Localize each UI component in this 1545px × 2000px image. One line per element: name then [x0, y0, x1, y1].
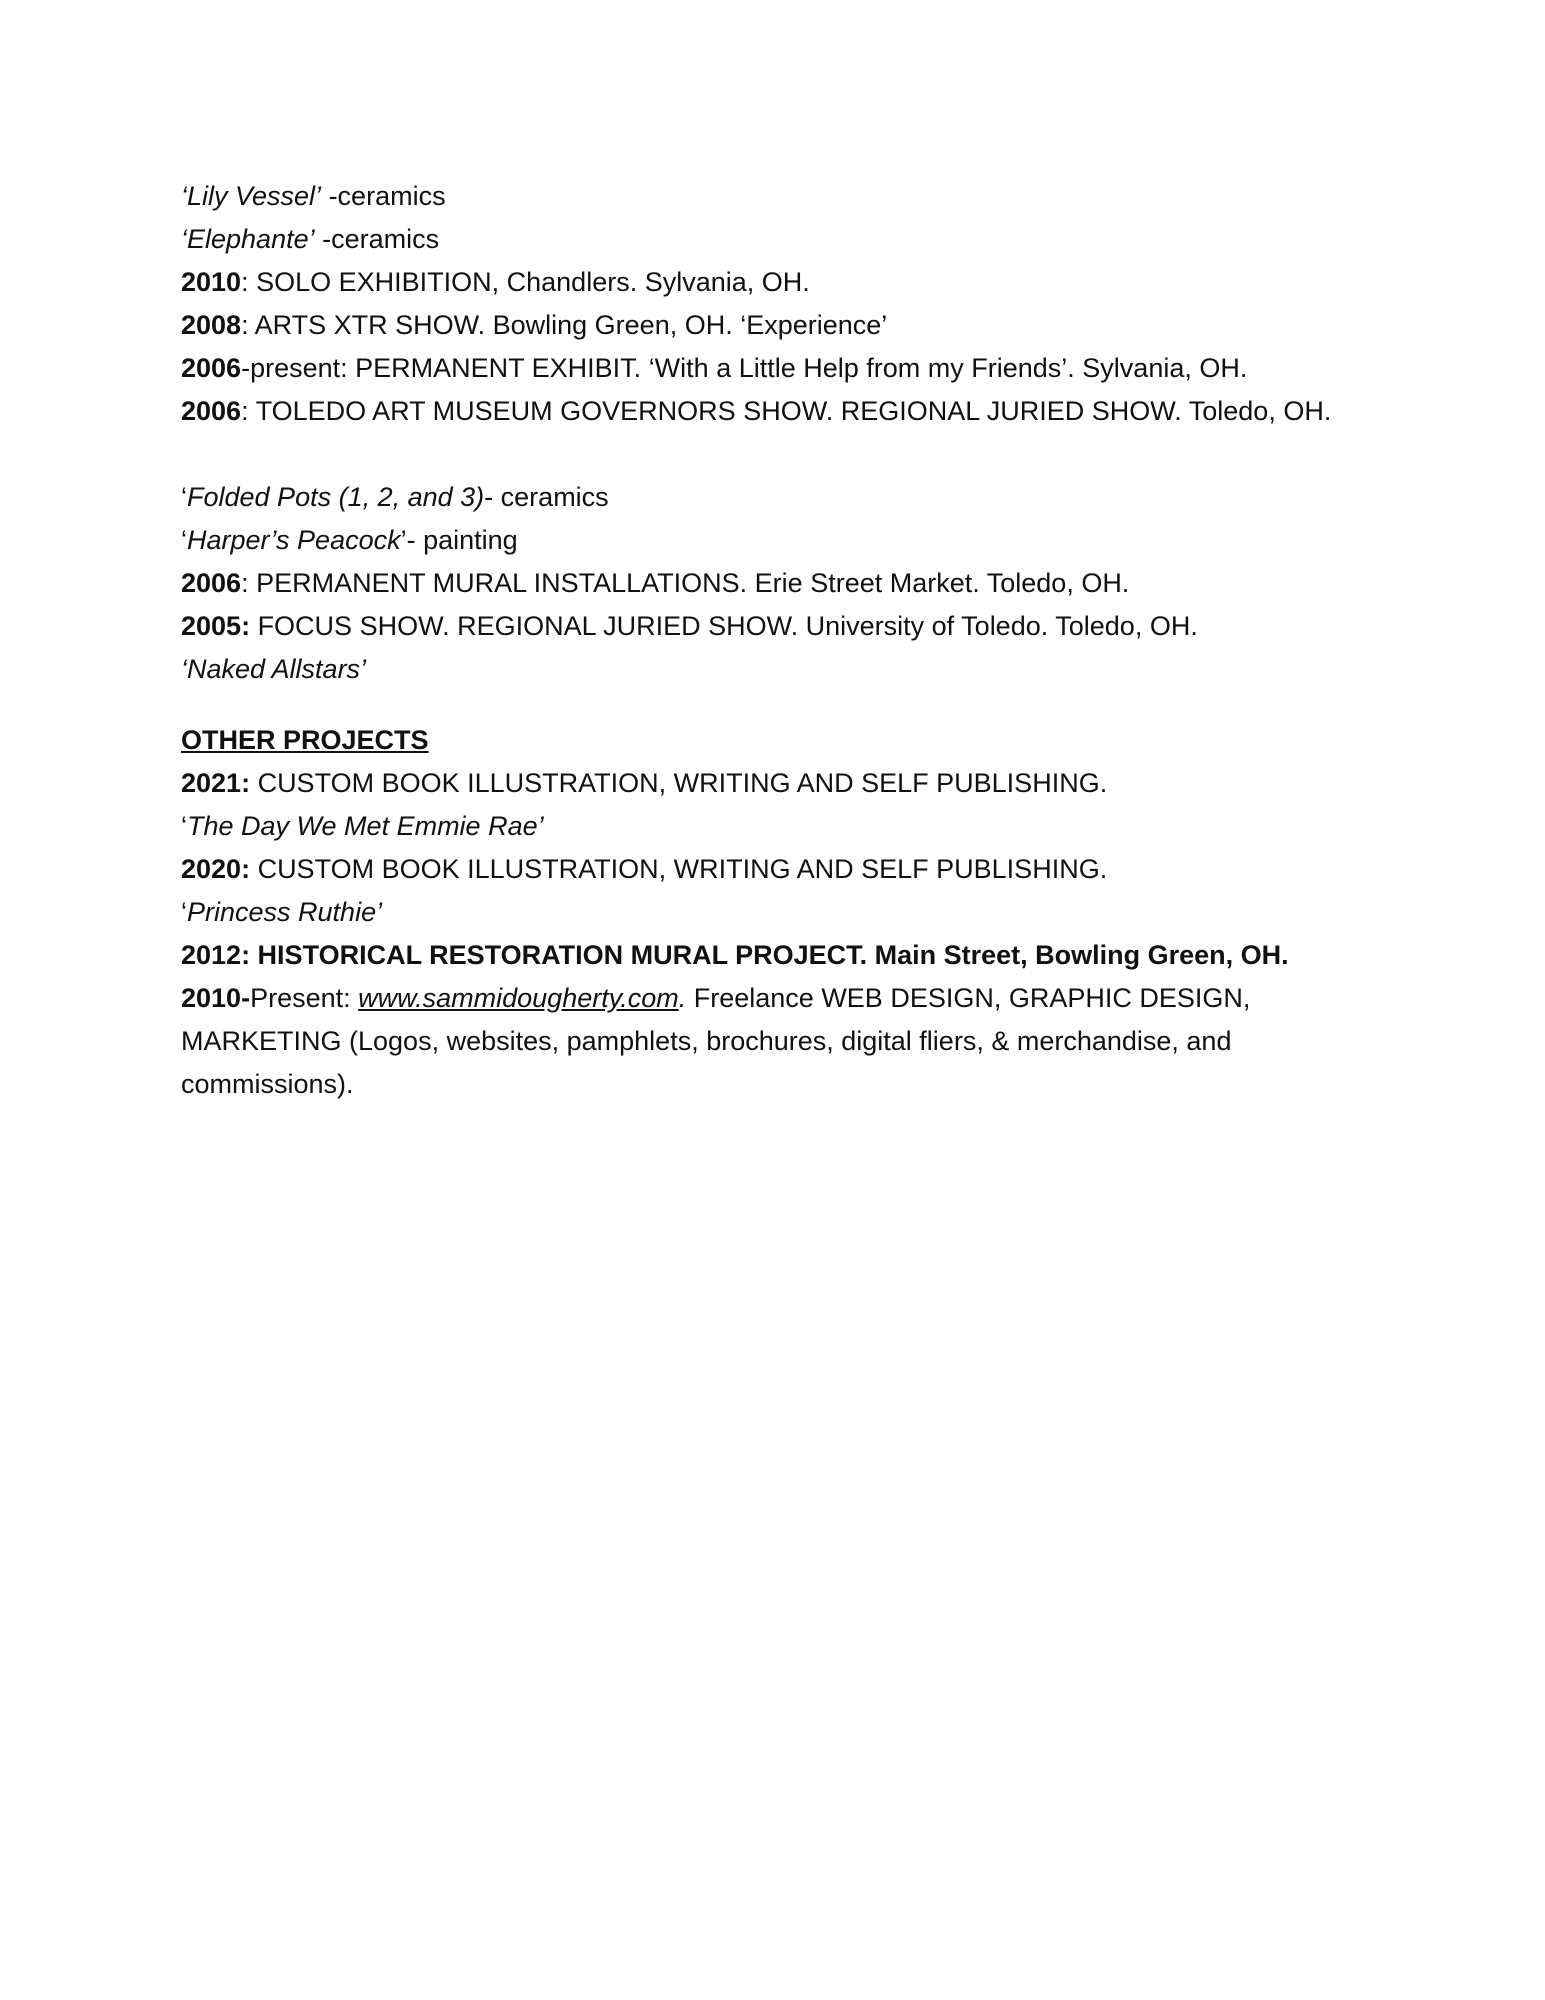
open-quote: ‘	[181, 811, 187, 841]
project-2020	[181, 848, 1107, 891]
exhibit-2006-governors	[181, 390, 1371, 433]
project-2021	[181, 762, 1107, 805]
exhibit-text: : PERMANENT MURAL INSTALLATIONS. Erie Street Market. Toledo, OH.	[241, 568, 1130, 598]
project-prefix: Present:	[250, 983, 359, 1013]
artwork-medium: ’- painting	[400, 525, 518, 555]
artwork-title: Harper’s Peacock	[187, 525, 401, 555]
exhibit-text: : SOLO EXHIBITION, Chandlers. Sylvania, OH.	[241, 267, 810, 297]
project-year: 2010-	[181, 983, 251, 1013]
open-quote: ‘	[181, 482, 187, 512]
exhibit-year: 2010	[181, 267, 242, 297]
artwork-medium: - ceramics	[484, 482, 609, 512]
artwork-medium: -ceramics	[314, 224, 440, 254]
exhibit-year: 2006	[181, 353, 242, 383]
exhibit-elephante	[181, 218, 439, 261]
project-2010	[181, 977, 1341, 1106]
exhibit-2006-permanent	[181, 347, 1247, 390]
exhibit-text: -present: PERMANENT EXHIBIT. ‘With a Little Help from my Friends’. Sylvania, OH.	[241, 353, 1248, 383]
link-suffix: .	[678, 983, 687, 1013]
artwork-title: ‘Naked Allstars’	[181, 654, 367, 684]
exhibit-text: : ARTS XTR SHOW. Bowling Green, OH. ‘Experience’	[241, 310, 888, 340]
project-text: Freelance WEB DESIGN, GRAPHIC DESIGN, MARKETING (Logos, websites, pamphlets, brochures, digital fliers, & merchandise, and commissions).	[181, 983, 1251, 1099]
exhibit-year: 2006	[181, 568, 242, 598]
section-heading-other-projects: OTHER PROJECTS	[181, 725, 429, 755]
open-quote: ‘	[181, 897, 187, 927]
project-2012: 2012: HISTORICAL RESTORATION MURAL PROJECT. Main Street, Bowling Green, OH.	[181, 940, 1289, 970]
exhibit-year: 2005:	[181, 611, 251, 641]
project-year: 2021:	[181, 768, 251, 798]
exhibit-text: : TOLEDO ART MUSEUM GOVERNORS SHOW. REGIONAL JURIED SHOW. Toledo, OH.	[241, 396, 1332, 426]
project-title: Princess Ruthie’	[187, 897, 383, 927]
open-quote: ‘	[181, 525, 187, 555]
website-link[interactable]: www.sammidougherty.com	[358, 983, 679, 1013]
project-text: CUSTOM BOOK ILLUSTRATION, WRITING AND SELF PUBLISHING.	[250, 768, 1108, 798]
project-year: 2020:	[181, 854, 251, 884]
exhibit-2008	[181, 304, 887, 347]
exhibit-2005	[181, 605, 1198, 648]
exhibit-2006-murals	[181, 562, 1129, 605]
project-text: CUSTOM BOOK ILLUSTRATION, WRITING AND SELF PUBLISHING.	[250, 854, 1108, 884]
exhibit-2010	[181, 261, 810, 304]
exhibit-year: 2006	[181, 396, 242, 426]
exhibit-naked-allstars	[181, 648, 366, 691]
artwork-medium: -ceramics	[321, 181, 446, 211]
exhibit-harpers-peacock	[181, 519, 518, 562]
artwork-title: Folded Pots (1, 2, and 3)	[187, 482, 485, 512]
exhibit-year: 2008	[181, 310, 242, 340]
exhibit-lily-vessel	[181, 175, 446, 218]
artwork-title: ‘Lily Vessel’	[181, 181, 322, 211]
exhibit-text: FOCUS SHOW. REGIONAL JURIED SHOW. University of Toledo. Toledo, OH.	[250, 611, 1198, 641]
project-title: The Day We Met Emmie Rae’	[187, 811, 544, 841]
artwork-title: ‘Elephante’	[181, 224, 315, 254]
project-2021-title	[181, 805, 544, 848]
exhibit-folded-pots	[181, 476, 609, 519]
project-2020-title	[181, 891, 382, 934]
